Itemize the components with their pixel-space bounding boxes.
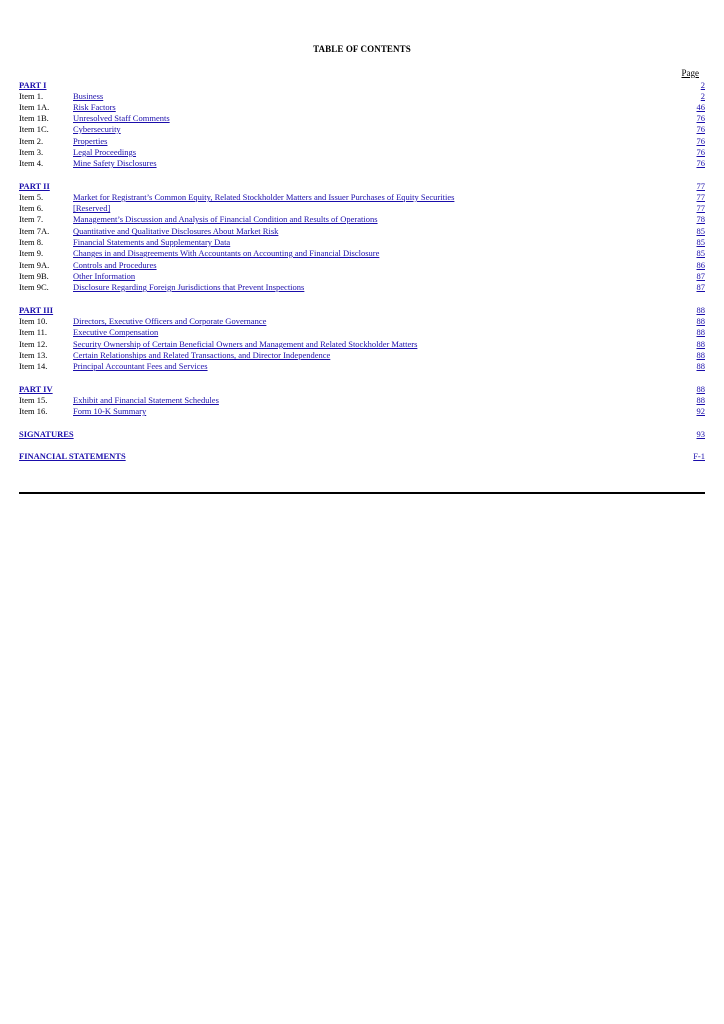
page-number-link[interactable]: 2 — [700, 91, 705, 101]
page-number-link[interactable]: 93 — [696, 429, 705, 439]
toc-section-row — [19, 80, 705, 91]
page-number-link[interactable]: 78 — [696, 214, 705, 224]
page-number-link[interactable]: 77 — [696, 181, 705, 191]
item-number: Item 13. — [19, 350, 48, 360]
item-number: Item 8. — [19, 237, 44, 247]
item-number: Item 12. — [19, 339, 48, 349]
page-number-link[interactable]: 88 — [696, 361, 705, 371]
item-number: Item 9C. — [19, 282, 49, 292]
page-number-link[interactable]: 88 — [696, 305, 705, 315]
item-title-link[interactable]: Form 10-K Summary — [73, 406, 147, 416]
toc-row — [19, 237, 705, 248]
item-title-link[interactable]: Mine Safety Disclosures — [73, 158, 157, 168]
item-number: Item 9B. — [19, 271, 49, 281]
toc-row — [19, 271, 705, 282]
item-number: Item 11. — [19, 327, 48, 337]
item-number: Item 9A. — [19, 260, 50, 270]
page-number-link[interactable]: 46 — [696, 102, 705, 112]
item-number: Item 2. — [19, 136, 44, 146]
section-link[interactable]: PART IV — [19, 384, 53, 394]
item-title-link[interactable]: Executive Compensation — [73, 327, 159, 337]
page-number-link[interactable]: 76 — [696, 113, 705, 123]
item-title-link[interactable]: Risk Factors — [73, 102, 116, 112]
item-number: Item 10. — [19, 316, 48, 326]
page-number-link[interactable]: 77 — [696, 203, 705, 213]
toc-row — [19, 214, 705, 225]
item-number: Item 15. — [19, 395, 48, 405]
section-link[interactable]: PART III — [19, 305, 54, 315]
toc-section-row — [19, 384, 705, 395]
toc-section-row — [19, 305, 705, 316]
item-number: Item 4. — [19, 158, 44, 168]
item-number: Item 16. — [19, 406, 48, 416]
item-number: Item 1B. — [19, 113, 49, 123]
item-title-link[interactable]: Financial Statements and Supplementary Data — [73, 237, 231, 247]
toc-section-row — [19, 181, 705, 192]
item-title-link[interactable]: Disclosure Regarding Foreign Jurisdictions that Prevent Inspections — [73, 282, 305, 292]
item-title-link[interactable]: Legal Proceedings — [73, 147, 137, 157]
toc-row — [19, 91, 705, 102]
item-title-link[interactable]: Exhibit and Financial Statement Schedules — [73, 395, 219, 405]
toc-row — [19, 136, 705, 147]
item-title-link[interactable]: Management’s Discussion and Analysis of Financial Condition and Results of Operations — [73, 214, 378, 224]
page-number-link[interactable]: 85 — [696, 248, 705, 258]
item-title-link[interactable]: Business — [73, 91, 104, 101]
item-title-link[interactable]: Principal Accountant Fees and Services — [73, 361, 208, 371]
item-title-link[interactable]: Certain Relationships and Related Transactions, and Director Independence — [73, 350, 331, 360]
item-title-link[interactable]: Changes in and Disagreements With Accountants on Accounting and Financial Disclosure — [73, 248, 380, 258]
toc-row — [19, 147, 705, 158]
page-number-link[interactable]: 85 — [696, 226, 705, 236]
page-number-link[interactable]: 88 — [696, 384, 705, 394]
item-number: Item 1A. — [19, 102, 50, 112]
toc-row — [19, 203, 705, 214]
page-number-link[interactable]: 85 — [696, 237, 705, 247]
item-number: Item 1C. — [19, 124, 49, 134]
item-number: Item 7A. — [19, 226, 50, 236]
toc-row — [19, 113, 705, 124]
toc-row — [19, 192, 705, 203]
page-number-link[interactable]: 88 — [696, 350, 705, 360]
page-divider — [19, 492, 705, 494]
page-number-link[interactable]: 88 — [696, 339, 705, 349]
page-number-link[interactable]: 88 — [696, 316, 705, 326]
item-title-link[interactable]: Market for Registrant’s Common Equity, Related Stockholder Matters and Issuer Purchases of Equity Securities — [73, 192, 455, 202]
toc-row — [19, 339, 705, 350]
item-title-link[interactable]: Quantitative and Qualitative Disclosures About Market Risk — [73, 226, 279, 236]
toc-row — [19, 282, 705, 293]
toc-row — [19, 102, 705, 113]
toc-row — [19, 158, 705, 169]
item-title-link[interactable]: Security Ownership of Certain Beneficial Owners and Management and Related Stockholder Matters — [73, 339, 418, 349]
toc-section-row — [19, 451, 705, 462]
toc-row — [19, 248, 705, 259]
page-number-link[interactable]: 87 — [696, 271, 705, 281]
item-number: Item 14. — [19, 361, 48, 371]
item-number: Item 7. — [19, 214, 44, 224]
section-link[interactable]: PART II — [19, 181, 50, 191]
toc-title: TABLE OF CONTENTS — [313, 44, 411, 54]
toc-row — [19, 316, 705, 327]
toc-row — [19, 124, 705, 135]
page-number-link[interactable]: 88 — [696, 327, 705, 337]
item-title-link[interactable]: Directors, Executive Officers and Corporate Governance — [73, 316, 267, 326]
page-number-link[interactable]: 86 — [696, 260, 705, 270]
item-number: Item 6. — [19, 203, 44, 213]
page-number-link[interactable]: 76 — [696, 158, 705, 168]
page-column-header: Page — [681, 68, 699, 78]
toc-row — [19, 361, 705, 372]
toc-row — [19, 350, 705, 361]
section-link[interactable]: SIGNATURES — [19, 429, 74, 439]
page-number-link[interactable]: 76 — [696, 124, 705, 134]
section-link[interactable]: PART I — [19, 80, 47, 90]
toc-row — [19, 395, 705, 406]
toc-row — [19, 327, 705, 338]
item-title-link[interactable]: Controls and Procedures — [73, 260, 157, 270]
item-number: Item 1. — [19, 91, 44, 101]
item-number: Item 9. — [19, 248, 44, 258]
toc-row — [19, 226, 705, 237]
toc-row — [19, 260, 705, 271]
page-number-link[interactable]: 88 — [696, 395, 705, 405]
page-number-link[interactable]: 76 — [696, 136, 705, 146]
item-title-link[interactable]: [Reserved] — [73, 203, 111, 213]
item-number: Item 3. — [19, 147, 44, 157]
page-number-link[interactable]: 2 — [700, 80, 705, 90]
item-number: Item 5. — [19, 192, 44, 202]
item-title-link[interactable]: Other Information — [73, 271, 136, 281]
page-number-link[interactable]: F-1 — [693, 451, 705, 461]
page-number-link[interactable]: 87 — [696, 282, 705, 292]
item-title-link[interactable]: Cybersecurity — [73, 124, 121, 134]
item-title-link[interactable]: Properties — [73, 136, 108, 146]
item-title-link[interactable]: Unresolved Staff Comments — [73, 113, 170, 123]
page-number-link[interactable]: 77 — [696, 192, 705, 202]
page-number-link[interactable]: 92 — [696, 406, 705, 416]
toc-section-row — [19, 429, 705, 440]
section-link[interactable]: FINANCIAL STATEMENTS — [19, 451, 126, 461]
page-number-link[interactable]: 76 — [696, 147, 705, 157]
toc-row — [19, 406, 705, 417]
